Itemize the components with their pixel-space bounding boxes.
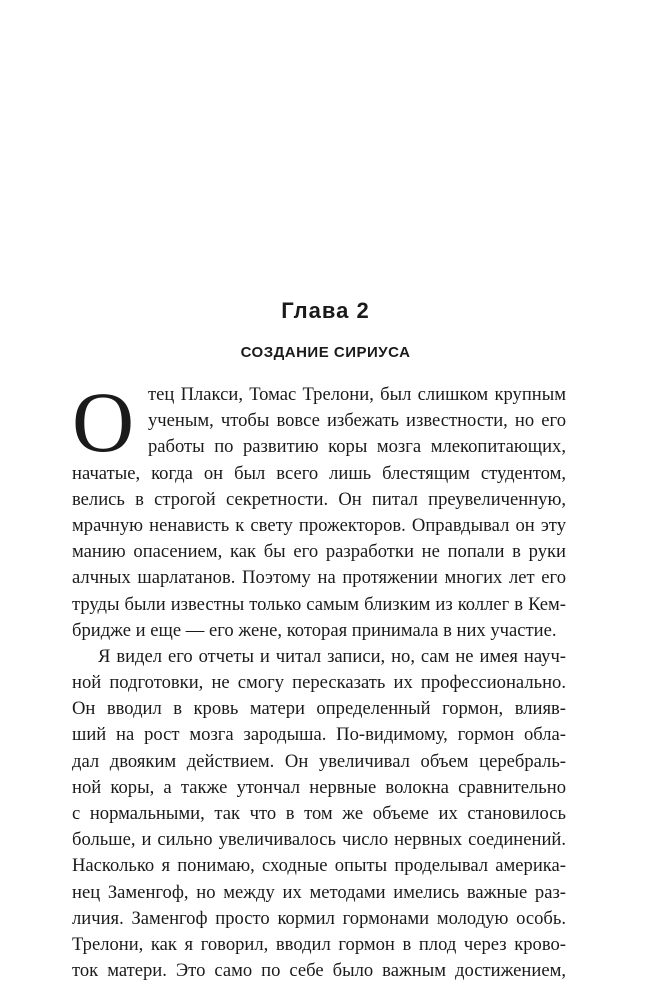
text-line: ший на рост мозга зародыша. По-видимому, гормон обла- [72,724,566,746]
text-line: Трелони, как я говорил, вводил гормон в плод через крово- [72,933,566,955]
text-line: алчных шарлатанов. Поэтому на протяжении многих лет его [72,567,566,589]
chapter-number: Глава 2 [281,298,370,323]
text-line: мрачную ненависть к свету прожекторов. Оправдывал он эту [72,514,566,536]
text-line: нец Заменгоф, но между их методами имелись важные раз- [72,881,566,903]
text-line: ной подготовки, не смогу пересказать их профессионально. [72,672,566,694]
text-line: ной коры, а также утончал нервные волокна сравнительно [72,776,566,798]
text-line: ток матери. Это само по себе было важным достижением, [72,960,566,982]
text-line: работы по развитию коры мозга млекопитающих, [148,436,566,458]
text-line: начатые, когда он был всего лишь блестящим студентом, [72,462,566,484]
text-line: велись в строгой секретности. Он питал преувеличенную, [72,488,566,510]
text-line: тец Плакси, Томас Трелони, был слишком крупным [148,384,566,405]
text-line: ученым, чтобы вовсе избежать известности, но его [148,410,566,432]
text-line: с нормальными, так что в том же объеме их становилось [72,803,566,824]
body-text [72,374,566,984]
text-line: труды были известны только самым близким из коллег в Кем- [72,593,566,615]
text-line: Я видел его отчеты и читал записи, но, сам не имея науч- [98,645,566,667]
text-line: личия. Заменгоф просто кормил гормонами молодую особь. [72,907,566,929]
text-line: Он вводил в кровь матери определенный гормон, влияв- [72,698,566,720]
text-line: дал двояким действием. Он увеличивал объем церебраль- [72,750,566,772]
text-line: бридже и еще — его жене, которая принимала в них участие. [72,619,557,641]
text-line: Насколько я понимаю, сходные опыты проделывал америка- [72,855,566,877]
text-line: больше, и сильно увеличивалось число нервных соединений. [72,829,566,851]
text-line: манию опасением, как бы его разработки не попали в руки [72,541,566,563]
drop-cap: О [72,374,135,470]
chapter-title: СОЗДАНИЕ СИРИУСА [240,344,411,361]
